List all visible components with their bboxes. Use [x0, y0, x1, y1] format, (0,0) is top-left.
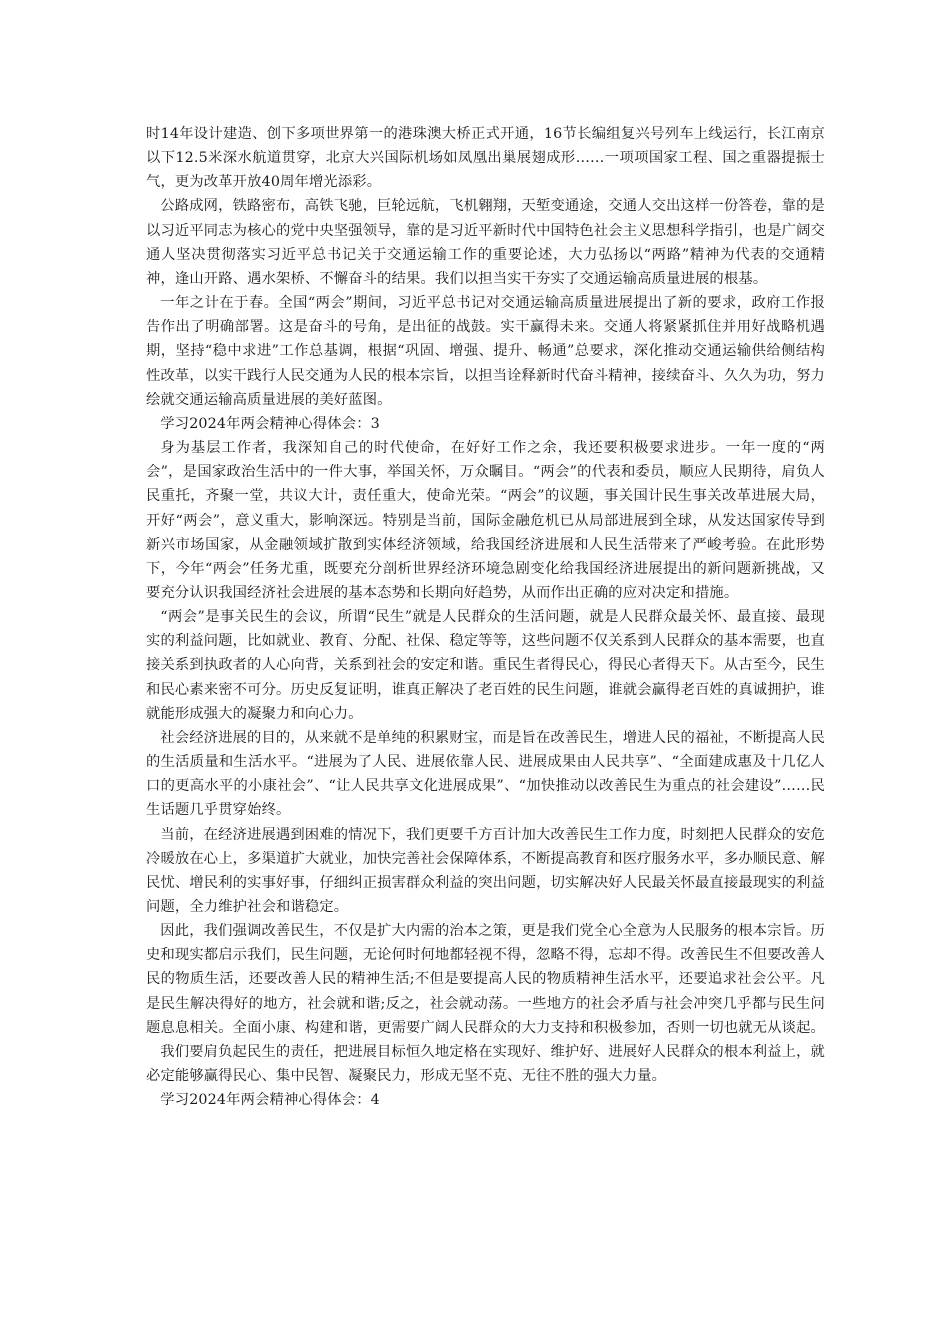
paragraph-2: 公路成网，铁路密布，高铁飞驰，巨轮远航，飞机翱翔，天堑变通途，交通人交出这样一份答卷，靠的是以习近平同志为核心的党中央坚强领导，靠的是习近平新时代中国特色社会主义思想科学指引，也是广阔交通人坚决贯彻落实习近平总书记关于交通运输工作的重要论述，大力弘扬以“两路”精神为代表的交通精神，逢山开路、遇水架桥、不懈奋斗的结果。我们以担当实干夯实了交通运输高质量进展的根基。 — [146, 198, 825, 287]
paragraph-7: 当前，在经济进展遇到困难的情况下，我们更要千方百计加大改善民生工作力度，时刻把人民群众的安危冷暖放在心上，多渠道扩大就业，加快完善社会保障体系，不断提高教育和医疗服务水平，多办顺民意、解民忧、增民利的实事好事，仔细纠正损害群众利益的突出问题，切实解决好人民最关怀最直接最现实的利益问题，全力维护社会和谐稳定。 — [146, 826, 825, 915]
section-heading-4: 学习2024年两会精神心得体会：4 — [160, 1092, 380, 1109]
paragraph-8: 因此，我们强调改善民生，不仅是扩大内需的治本之策，更是我们党全心全意为人民服务的根本宗旨。历史和现实都启示我们，民生问题，无论何时何地都轻视不得，忽略不得，忘却不得。改善民生不但要改善人民的物质生活，还要改善人民的精神生活;不但是要提高人民的物质精神生活水平，还要追求社会公平。凡是民生解决得好的地方，社会就和谐;反之，社会就动荡。一些地方的社会矛盾与社会冲突几乎都与民生问题息息相关。全面小康、构建和谐，更需要广阔人民群众的大力支持和积极参加，否则一切也就无从谈起。 — [146, 923, 825, 1036]
paragraph-1: 时14年设计建造、创下多项世界第一的港珠澳大桥正式开通，16节长编组复兴号列车上线运行，长江南京以下12.5米深水航道贯穿，北京大兴国际机场如凤凰出巢展翅成形……一项项国家工程、国之重器提振士气，更为改革开放40周年增光添彩。 — [146, 126, 825, 191]
paragraph-4: 身为基层工作者，我深知自己的时代使命，在好好工作之余，我还要积极要求进步。一年一度的“两会”，是国家政治生活中的一件大事，举国关怀，万众瞩目。“两会”的代表和委员，顺应人民期待，肩负人民重托，齐聚一堂，共议大计，责任重大，使命光荣。“两会”的议题，事关国计民生事关改革进展大局，开好“两会”，意义重大，影响深远。特别是当前，国际金融危机已从局部进展到全球，从发达国家传导到新兴市场国家，从金融领域扩散到实体经济领域，给我国经济进展和人民生活带来了严峻考验。在此形势下，今年“两会”任务尤重，既要充分剖析世界经济环境急剧变化给我国经济进展提出的新问题新挑战，又要充分认识我国经济社会进展的基本态势和长期向好趋势，从而作出正确的应对决定和措施。 — [146, 440, 825, 601]
paragraph-3: 一年之计在于春。全国“两会”期间，习近平总书记对交通运输高质量进展提出了新的要求，政府工作报告作出了明确部署。这是奋斗的号角，是出征的战鼓。实干赢得未来。交通人将紧紧抓住并用好战略机遇期，坚持“稳中求进”工作总基调，根据“巩固、增强、提升、畅通”总要求，深化推动交通运输供给侧结构性改革，以实干践行人民交通为人民的根本宗旨，以担当诠释新时代奋斗精神，接续奋斗、久久为功，努力绘就交通运输高质量进展的美好蓝图。 — [146, 295, 825, 408]
document-body — [146, 122, 825, 1112]
section-heading-3: 学习2024年两会精神心得体会：3 — [160, 415, 380, 432]
paragraph-9: 我们要肩负起民生的责任，把进展目标恒久地定格在实现好、维护好、进展好人民群众的根本利益上，就必定能够赢得民心、集中民智、凝聚民力，形成无坚不克、无往不胜的强大力量。 — [146, 1043, 825, 1085]
paragraph-6: 社会经济进展的目的，从来就不是单纯的积累财宝，而是旨在改善民生，增进人民的福祉，不断提高人民的生活质量和生活水平。“进展为了人民、进展依靠人民、进展成果由人民共享”、“全面建成惠及十几亿人口的更高水平的小康社会”、“让人民共享文化进展成果”、“加快推动以改善民生为重点的社会建设”……民生话题几乎贯穿始终。 — [146, 729, 825, 819]
paragraph-5: “两会”是事关民生的会议，所谓“民生”就是人民群众的生活问题，就是人民群众最关怀、最直接、最现实的利益问题，比如就业、教育、分配、社保、稳定等等，这些问题不仅关系到人民群众的基本需要，也直接关系到执政者的人心向背，关系到社会的安定和谐。重民生者得民心，得民心者得天下。从古至今，民生和民心素来密不可分。历史反复证明，谁真正解决了老百姓的民生问题，谁就会赢得老百姓的真诚拥护，谁就能形成强大的凝聚力和向心力。 — [146, 609, 825, 722]
